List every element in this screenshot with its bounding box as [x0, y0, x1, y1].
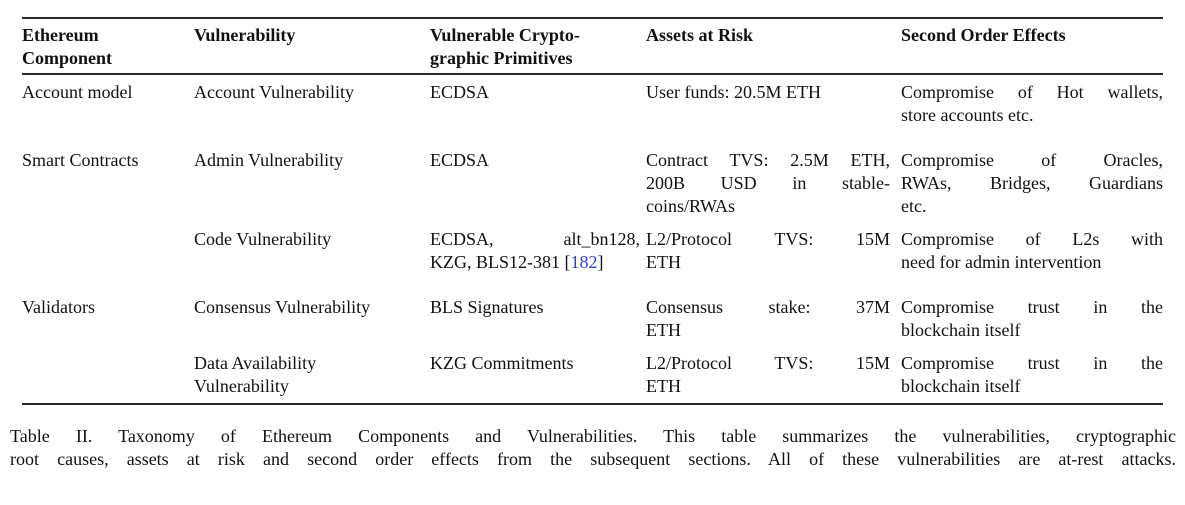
text-line: Validators [22, 297, 95, 317]
cell-effects [901, 81, 1163, 127]
table-row-validators-consensus [22, 296, 1163, 342]
header-assets-at-risk [646, 24, 901, 47]
text-line: Vulnerability [194, 376, 289, 396]
text-line: BLS Signatures [430, 297, 544, 317]
text-line: KZG Commitments [430, 353, 574, 373]
cell-effects [901, 296, 1163, 342]
cell-vulnerability [194, 228, 430, 251]
cell-assets [646, 352, 901, 398]
table-row-validators-data-availability [22, 352, 1163, 398]
header-ethereum-component [22, 24, 194, 70]
text-segment: KZG, BLS12-381 [ [430, 252, 571, 272]
table-caption [10, 425, 1176, 471]
table-row-smart-contracts-admin [22, 149, 1163, 218]
text-line: L2/Protocol TVS: 15M [646, 353, 890, 373]
cell-effects [901, 352, 1163, 398]
text-line: ETH [646, 320, 681, 340]
text-line: Account model [22, 82, 133, 102]
text-line: Table II. Taxonomy of Ethereum Components and Vulnerabilities. This table summarizes the vulnerabilities, cryptographic [10, 426, 1176, 446]
cell-component [22, 228, 194, 251]
text-line: Vulnerability [194, 25, 296, 45]
table-row-smart-contracts-code [22, 228, 1163, 274]
cell-primitives [430, 228, 646, 274]
citation-link[interactable]: 182 [570, 252, 598, 272]
text-line: Compromise of Oracles, [901, 150, 1163, 170]
cell-assets [646, 81, 901, 104]
text-line: ECDSA [430, 82, 490, 102]
text-line: need for admin intervention [901, 252, 1102, 272]
text-line: L2/Protocol TVS: 15M [646, 229, 890, 249]
cell-component [22, 352, 194, 375]
text-line: store accounts etc. [901, 105, 1034, 125]
text-line: Component [22, 48, 113, 68]
text-line: Account Vulnerability [194, 82, 355, 102]
text-line: ETH [646, 252, 681, 272]
cell-primitives [430, 352, 646, 375]
text-line: Compromise trust in the [901, 297, 1163, 317]
cell-vulnerability [194, 352, 430, 398]
text-line: Compromise trust in the [901, 353, 1163, 373]
text-line: 200B USD in stable- [646, 173, 890, 193]
text-line: Consensus Vulnerability [194, 297, 371, 317]
text-line: Assets at Risk [646, 25, 754, 45]
text-line: User funds: 20.5M ETH [646, 82, 821, 102]
cell-primitives [430, 149, 646, 172]
text-line: Code Vulnerability [194, 229, 332, 249]
text-line: Compromise of L2s with [901, 229, 1163, 249]
cell-component [22, 296, 194, 319]
cell-vulnerability [194, 149, 430, 172]
header-second-order-effects [901, 24, 1163, 47]
cell-effects [901, 228, 1163, 274]
text-line: root causes, assets at risk and second order effects from the subsequent sections. All of these vulnerabilities are at-rest attacks. [10, 449, 1176, 469]
cell-vulnerability [194, 81, 430, 104]
text-line: Ethereum [22, 25, 99, 45]
text-segment: ] [597, 252, 604, 272]
header-vulnerability [194, 24, 430, 47]
text-line: Admin Vulnerability [194, 150, 344, 170]
text-line: blockchain itself [901, 320, 1021, 340]
text-line: Data Availability [194, 353, 317, 373]
cell-primitives [430, 296, 646, 319]
text-line: ECDSA [430, 150, 490, 170]
text-line: Second Order Effects [901, 25, 1066, 45]
table-row-account-model [22, 81, 1163, 127]
text-line: Compromise of Hot wallets, [901, 82, 1163, 102]
text-line [430, 251, 640, 274]
cell-component [22, 81, 194, 104]
cell-assets [646, 149, 901, 218]
table-body [22, 81, 1163, 398]
text-line: Smart Contracts [22, 150, 139, 170]
cell-vulnerability [194, 296, 430, 319]
text-line: etc. [901, 196, 927, 216]
text-line: Vulnerable Crypto- [430, 25, 580, 45]
text-line: coins/RWAs [646, 196, 736, 216]
text-line: ETH [646, 376, 681, 396]
header-vulnerable-cryptographic-primitives [430, 24, 646, 70]
text-line: Consensus stake: 37M [646, 297, 890, 317]
cell-component [22, 149, 194, 172]
text-line: ECDSA, alt_bn128, [430, 229, 640, 249]
cell-assets [646, 228, 901, 274]
text-line: RWAs, Bridges, Guardians [901, 173, 1163, 193]
table-header [22, 19, 1163, 75]
text-line: blockchain itself [901, 376, 1021, 396]
table-header-row [22, 24, 1163, 70]
taxonomy-table [22, 17, 1163, 405]
text-line: graphic Primitives [430, 48, 573, 68]
cell-assets [646, 296, 901, 342]
cell-primitives [430, 81, 646, 104]
cell-effects [901, 149, 1163, 218]
text-line: Contract TVS: 2.5M ETH, [646, 150, 890, 170]
